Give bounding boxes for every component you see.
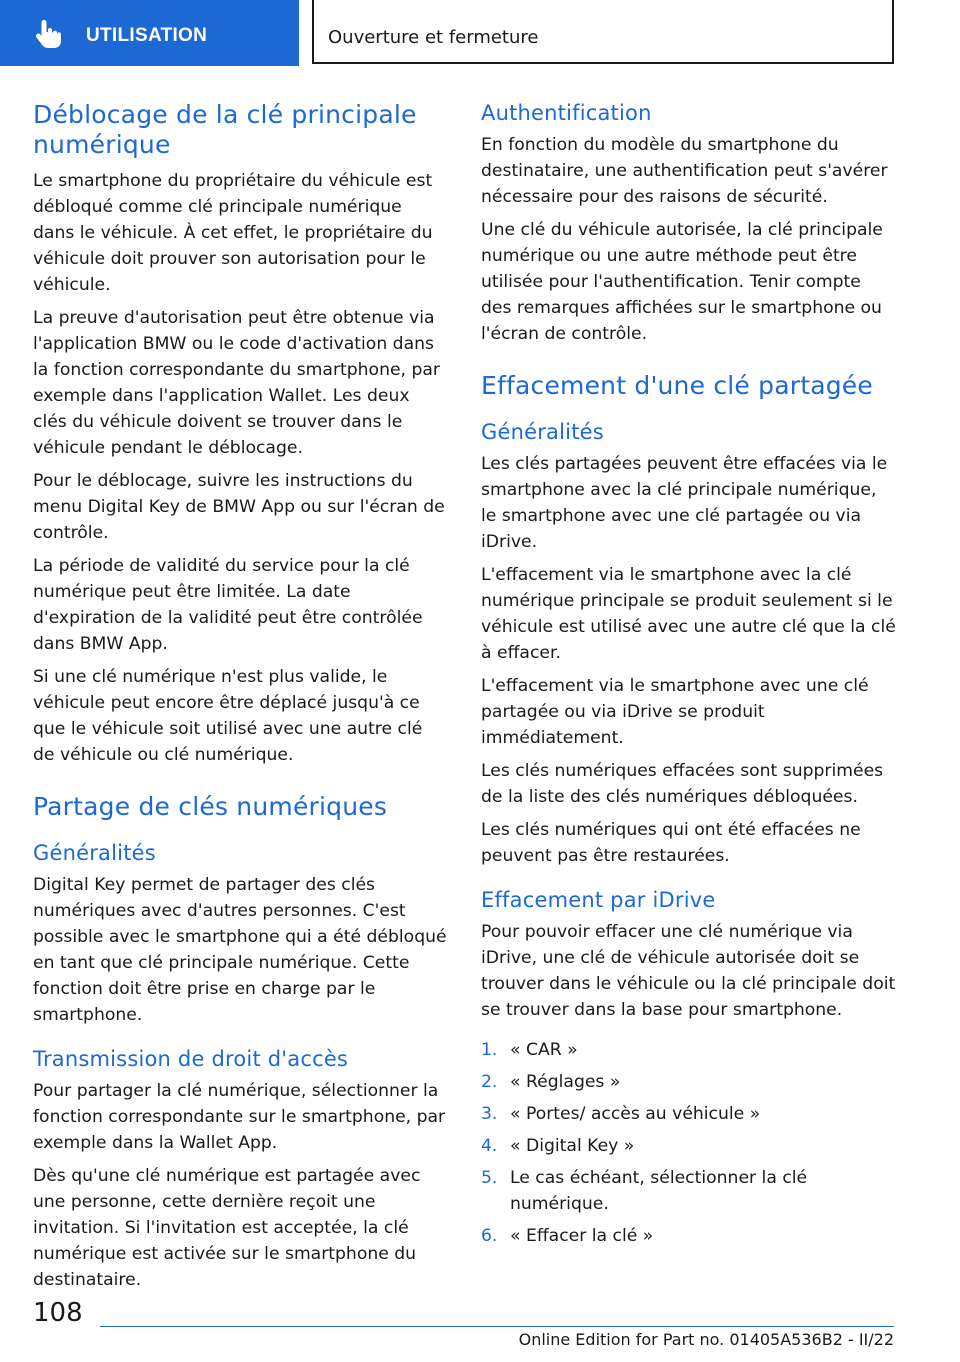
paragraph: L'effacement via le smartphone avec une clé partagée ou via iDrive se produit immédiatement. <box>481 676 869 748</box>
step-text: « Digital Key » <box>510 1136 635 1156</box>
list-item <box>481 1165 896 1217</box>
heading-deblocage: Déblocage de la clé principale numérique <box>33 100 417 159</box>
paragraph: Les clés numériques qui ont été effacées ne peuvent pas être restaurées. <box>481 820 861 866</box>
section-title: Ouverture et fermeture <box>328 27 539 48</box>
list-item <box>481 1101 896 1127</box>
step-text: « CAR » <box>510 1040 578 1060</box>
steps-list <box>481 1037 896 1249</box>
subheading-generalites: Généralités <box>33 841 156 865</box>
step-number: 6. <box>481 1226 498 1246</box>
list-item <box>481 1069 896 1095</box>
subheading-transmission: Transmission de droit d'accès <box>33 1047 349 1071</box>
left-column <box>33 100 447 1300</box>
paragraph: Pour pouvoir effacer une clé numérique via iDrive, une clé de véhicule autorisée doit se trouver dans le véhicule ou la clé principale doit se trouver dans la base pour smartphone. <box>481 922 896 1020</box>
paragraph: Dès qu'une clé numérique est partagée avec une personne, cette dernière reçoit une invitation. Si l'invitation est acceptée, la clé numérique est activée sur le smartphone du destinataire. <box>33 1166 421 1290</box>
step-text: « Réglages » <box>510 1072 621 1092</box>
step-text: « Portes/ accès au véhicule » <box>510 1104 761 1124</box>
heading-effacement: Effacement d'une clé partagée <box>481 371 873 400</box>
chapter-tab <box>0 0 299 66</box>
subheading-authentification: Authentification <box>481 101 652 125</box>
step-number: 2. <box>481 1072 498 1092</box>
paragraph: Une clé du véhicule autorisée, la clé principale numérique ou une autre méthode peut être utilisée pour l'authentification. Tenir compte des remarques affichées sur le smartphone ou l'écran de contrôle. <box>481 220 883 344</box>
hand-pointer-icon <box>30 16 66 52</box>
paragraph: En fonction du modèle du smartphone du destinataire, une authentification peut s'avérer nécessaire pour des raisons de sécurité. <box>481 135 888 207</box>
subheading-generalites: Généralités <box>481 420 604 444</box>
paragraph: Le smartphone du propriétaire du véhicule est débloqué comme clé principale numérique dans le véhicule. À cet effet, le propriétaire du véhicule doit prouver son autorisation pour le véhicule. <box>33 171 433 295</box>
paragraph: Les clés partagées peuvent être effacées via le smartphone avec la clé principale numérique, le smartphone avec une clé partagée ou via iDrive. <box>481 454 888 552</box>
step-number: 4. <box>481 1136 498 1156</box>
list-item <box>481 1037 896 1063</box>
heading-partage: Partage de clés numériques <box>33 792 388 821</box>
footer-divider <box>100 1326 894 1327</box>
list-item <box>481 1133 896 1159</box>
step-text: « Effacer la clé » <box>510 1226 654 1246</box>
paragraph: Digital Key permet de partager des clés numériques avec d'autres personnes. C'est possible avec le smartphone qui a été débloqué en tant que clé principale numérique. Cette fonction doit être prise en charge par le smartphone. <box>33 875 447 1025</box>
paragraph: La période de validité du service pour la clé numérique peut être limitée. La date d'expiration de la validité peut être contrôlée dans BMW App. <box>33 556 423 654</box>
paragraph: Pour le déblocage, suivre les instructions du menu Digital Key de BMW App ou sur l'écran de contrôle. <box>33 471 445 543</box>
step-number: 3. <box>481 1104 498 1124</box>
chapter-title: UTILISATION <box>86 25 208 46</box>
footer-edition: Online Edition for Part no. 01405A536B2 - II/22 <box>518 1330 894 1349</box>
paragraph: Les clés numériques effacées sont supprimées de la liste des clés numériques débloquées. <box>481 761 884 807</box>
paragraph: Si une clé numérique n'est plus valide, le véhicule peut encore être déplacé jusqu'à ce que le véhicule soit utilisé avec une autre clé de véhicule ou clé numérique. <box>33 667 423 765</box>
section-header <box>312 0 894 64</box>
page-number: 108 <box>33 1298 83 1328</box>
step-number: 1. <box>481 1040 498 1060</box>
paragraph: Pour partager la clé numérique, sélectionner la fonction correspondante sur le smartphone, par exemple dans la Wallet App. <box>33 1081 446 1153</box>
paragraph: L'effacement via le smartphone avec la clé numérique principale se produit seulement si le véhicule est utilisé avec une autre clé que la clé à effacer. <box>481 565 896 663</box>
step-number: 5. <box>481 1168 498 1188</box>
right-column <box>481 100 896 1255</box>
list-item <box>481 1223 896 1249</box>
subheading-effacement-idrive: Effacement par iDrive <box>481 888 716 912</box>
paragraph: La preuve d'autorisation peut être obtenue via l'application BMW ou le code d'activation dans la fonction correspondante du smartphone, par exemple dans l'application Wallet. Les deux clés du véhicule doivent se trouver dans le véhicule pendant le déblocage. <box>33 308 440 458</box>
step-text: Le cas échéant, sélectionner la clé numérique. <box>510 1168 808 1214</box>
